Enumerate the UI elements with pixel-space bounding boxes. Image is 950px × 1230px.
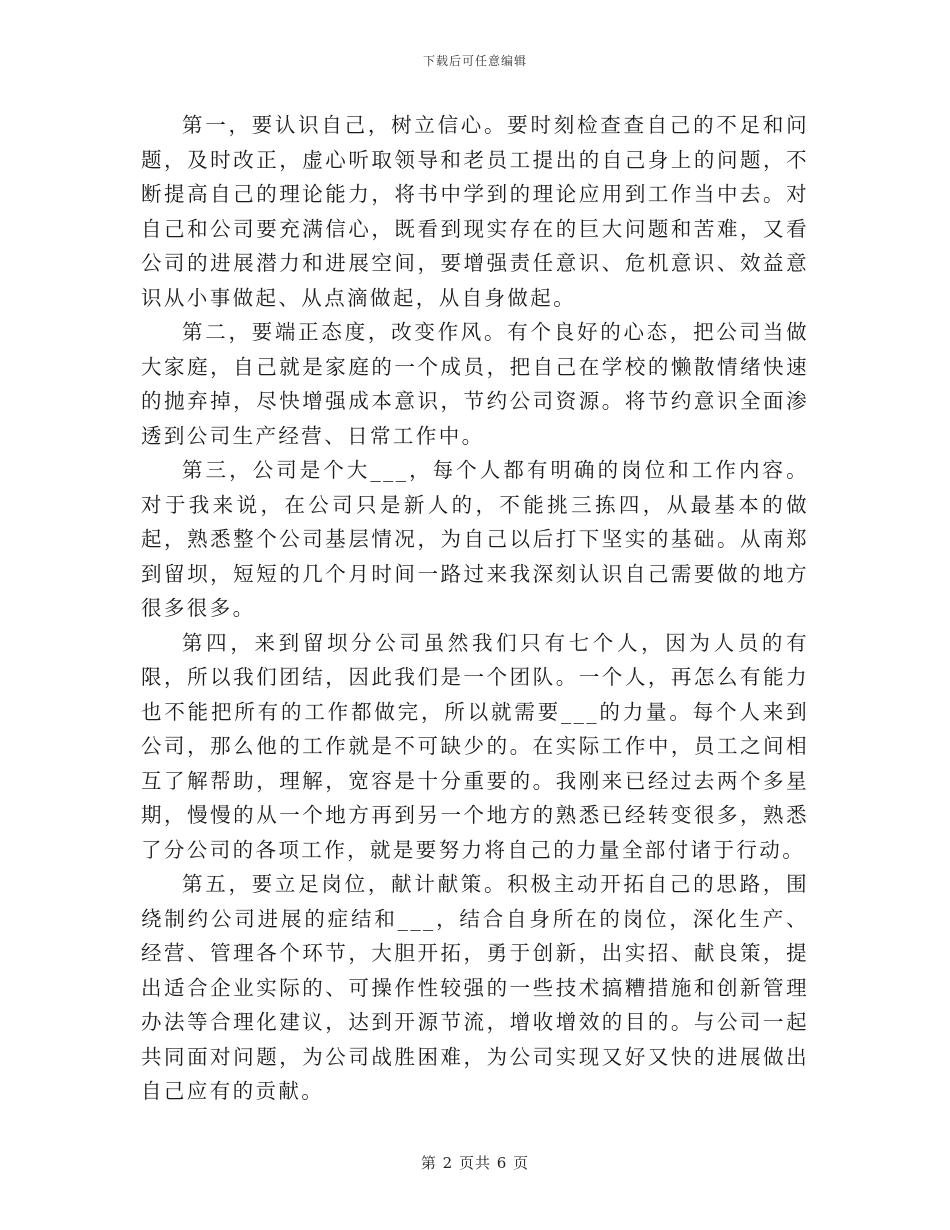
document-body bbox=[141, 108, 809, 1109]
page-number-footer: 第 2 页共 6 页 bbox=[420, 1154, 530, 1172]
paragraph-1: 第一，要认识自己，树立信心。要时刻检查查自己的不足和问题，及时改正，虚心听取领导和老员工提出的自己身上的问题，不断提高自己的理论能力，将书中学到的理论应用到工作当中去。对自己和公司要充满信心，既看到现实存在的巨大问题和苦难，又看公司的进展潜力和进展空间，要增强责任意识、危机意识、效益意识从小事做起、从点滴做起，从自身做起。 bbox=[141, 113, 809, 310]
paragraph-2: 第二，要端正态度，改变作风。有个良好的心态，把公司当做大家庭，自己就是家庭的一个成员，把自己在学校的懒散情绪快速的抛弃掉，尽快增强成本意识，节约公司资源。将节约意识全面渗透到公司生产经营、日常工作中。 bbox=[141, 320, 809, 448]
paragraph-5: 第五，要立足岗位，献计献策。积极主动开拓自己的思路，围绕制约公司进展的症结和___，结合自身所在的岗位，深化生产、经营、管理各个环节，大胆开拓，勇于创新，出实招、献良策，提出适合企业实际的、可操作性较强的一些技术搞糟措施和创新管理办法等合理化建议，达到开源节流，增收增效的目的。与公司一起共同面对问题，为公司战胜困难，为公司实现又好又快的进展做出自己应有的贡献。 bbox=[141, 872, 809, 1103]
paragraph-3: 第三，公司是个大___，每个人都有明确的岗位和工作内容。对于我来说，在公司只是新人的，不能挑三拣四，从最基本的做起，熟悉整个公司基层情况，为自己以后打下坚实的基础。从南郑到留坝，短短的几个月时间一路过来我深刻认识自己需要做的地方很多很多。 bbox=[141, 458, 809, 620]
page-header: 下载后可任意编辑 bbox=[422, 54, 527, 68]
paragraph-4: 第四，来到留坝分公司虽然我们只有七个人，因为人员的有限，所以我们团结，因此我们是一个团队。一个人，再怎么有能力也不能把所有的工作都做完，所以就需要___的力量。每个人来到公司，那么他的工作就是不可缺少的。在实际工作中，员工之间相互了解帮助，理解，宽容是十分重要的。我刚来已经过去两个多星期，慢慢的从一个地方再到另一个地方的熟悉已经转变很多，熟悉了分公司的各项工作，就是要努力将自己的力量全部付诸于行动。 bbox=[141, 630, 809, 862]
